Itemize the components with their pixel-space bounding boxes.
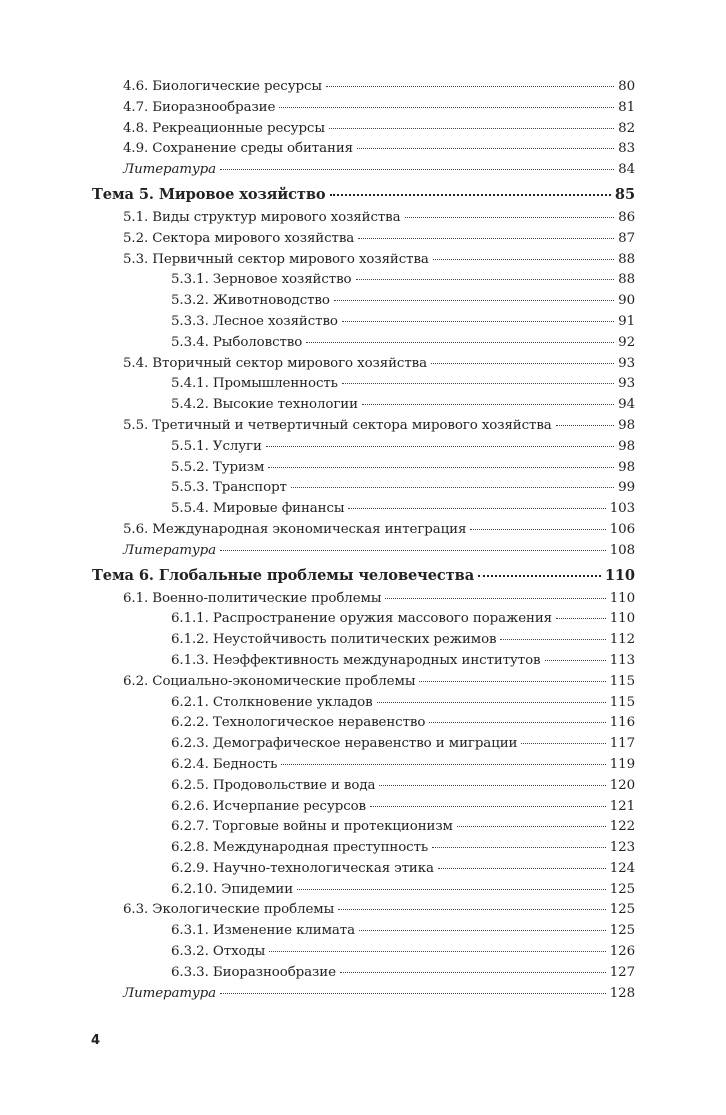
toc-entry-title: 6.2.8. Международная преступность [171,840,429,856]
dot-leader [356,279,615,280]
toc-entry-page: 90 [618,293,635,309]
toc-subsection-entry[interactable] [92,611,635,632]
toc-entry-page: 98 [618,438,635,454]
toc-subsection-entry[interactable] [92,736,635,757]
dot-leader [379,785,605,786]
toc-subsection-entry[interactable] [92,778,635,799]
dot-leader [556,425,615,426]
toc-entry-title: 6.2.3. Демографическое неравенство и миграции [171,736,518,752]
toc-section-entry[interactable] [92,902,635,923]
toc-subsection-entry[interactable] [92,695,635,716]
toc-entry-page: 125 [609,923,635,939]
toc-section-entry[interactable] [92,100,635,121]
toc-literature-entry[interactable] [92,543,635,564]
toc-subsection-entry[interactable] [92,840,635,861]
toc-entry-page: 117 [609,736,635,752]
table-of-contents [92,79,635,1006]
toc-entry-title: Тема 5. Мировое хозяйство [92,185,326,203]
toc-entry-title: 6.2. Социально-экономические проблемы [123,673,416,689]
dot-leader [432,847,606,848]
dot-leader [385,598,605,599]
toc-entry-title: 6.2.10. Эпидемии [171,881,294,897]
toc-section-entry[interactable] [92,121,635,142]
toc-entry-page: 91 [618,313,635,329]
toc-entry-title: 5.5.4. Мировые финансы [171,501,345,517]
toc-subsection-entry[interactable] [92,861,635,882]
toc-subsection-entry[interactable] [92,653,635,674]
dot-leader [306,342,614,343]
dot-leader [342,383,614,384]
dot-leader [521,743,605,744]
toc-entry-title: 4.8. Рекреационные ресурсы [123,120,325,136]
dot-leader [370,806,606,807]
toc-entry-page: 87 [618,230,635,246]
toc-entry-page: 108 [609,542,635,558]
toc-entry-page: 93 [618,355,635,371]
toc-entry-page: 115 [609,673,635,689]
toc-subsection-entry[interactable] [92,501,635,522]
page-number: 4 [91,1033,101,1048]
toc-section-entry[interactable] [92,522,635,543]
dot-leader [429,722,605,723]
toc-section-entry[interactable] [92,418,635,439]
toc-literature-entry[interactable] [92,986,635,1007]
dot-leader [358,238,614,239]
dot-leader [291,487,614,488]
toc-section-entry[interactable] [92,141,635,162]
toc-section-entry[interactable] [92,210,635,231]
toc-entry-page: 103 [609,501,635,517]
toc-entry-title: 5.5. Третичный и четвертичный сектора мирового хозяйства [123,417,552,433]
toc-entry-title: 5.3. Первичный сектор мирового хозяйства [123,251,429,267]
toc-section-entry[interactable] [92,591,635,612]
toc-entry-page: 81 [618,99,635,115]
dot-leader [500,639,605,640]
toc-entry-title: 6.3.3. Биоразнообразие [171,964,336,980]
toc-entry-title: 6.2.1. Столкновение укладов [171,694,373,710]
toc-entry-title: 5.6. Международная экономическая интеграция [123,521,467,537]
dot-leader [268,467,614,468]
toc-section-entry[interactable] [92,674,635,695]
dot-leader [405,217,615,218]
toc-entry-title: 5.5.1. Услуги [171,438,262,454]
toc-entry-page: 83 [618,141,635,157]
toc-section-entry[interactable] [92,252,635,273]
toc-entry-title: Тема 6. Глобальные проблемы человечества [92,566,475,584]
toc-entry-page: 88 [618,272,635,288]
toc-entry-page: 122 [609,819,635,835]
toc-subsection-entry[interactable] [92,397,635,418]
toc-subsection-entry[interactable] [92,819,635,840]
dot-leader [433,259,614,260]
toc-entry-page: 112 [609,632,635,648]
toc-entry-page: 106 [609,521,635,537]
toc-entry-title: 6.1. Военно-политические проблемы [123,590,382,606]
toc-entry-title: Литература [123,542,216,558]
dot-leader [220,169,614,170]
dot-leader [545,660,606,661]
dot-leader [377,702,606,703]
toc-subsection-entry[interactable] [92,314,635,335]
toc-entry-page: 92 [618,334,635,350]
toc-entry-title: 6.2.4. Бедность [171,756,278,772]
toc-entry-title: 6.2.9. Научно-технологическая этика [171,860,434,876]
dot-leader [334,300,614,301]
toc-subsection-entry[interactable] [92,944,635,965]
toc-entry-page: 84 [618,162,635,178]
dot-leader [457,826,606,827]
toc-entry-page: 113 [609,652,635,668]
toc-entry-page: 82 [618,120,635,136]
toc-entry-page: 110 [609,611,635,627]
toc-entry-page: 121 [609,798,635,814]
toc-subsection-entry[interactable] [92,715,635,736]
toc-subsection-entry[interactable] [92,965,635,986]
dot-leader [357,148,614,149]
toc-subsection-entry[interactable] [92,376,635,397]
toc-entry-title: 6.3.2. Отходы [171,944,266,960]
dot-leader [297,889,606,890]
toc-entry-title: 5.3.4. Рыболовство [171,334,303,350]
dot-leader [556,618,606,619]
toc-entry-title: 4.6. Биологические ресурсы [123,79,322,94]
dot-leader [220,550,606,551]
toc-subsection-entry[interactable] [92,335,635,356]
toc-entry-title: 5.5.2. Туризм [171,459,265,475]
toc-entry-page: 116 [609,715,635,731]
toc-entry-page: 115 [609,694,635,710]
toc-entry-title: 4.7. Биоразнообразие [123,99,276,115]
toc-entry-title: 5.4. Вторичный сектор мирового хозяйства [123,355,427,371]
dot-leader [220,993,606,994]
toc-subsection-entry[interactable] [92,460,635,481]
toc-entry-page: 86 [618,209,635,225]
toc-subsection-entry[interactable] [92,632,635,653]
toc-subsection-entry[interactable] [92,923,635,944]
toc-section-entry[interactable] [92,231,635,252]
dot-leader [342,321,614,322]
toc-entry-title: 6.2.2. Технологическое неравенство [171,715,426,731]
toc-entry-title: 6.1.3. Неэффективность международных институтов [171,652,541,668]
toc-entry-title: 6.2.6. Исчерпание ресурсов [171,798,366,814]
toc-entry-page: 98 [618,417,635,433]
toc-entry-page: 127 [609,964,635,980]
toc-entry-title: 6.2.7. Торговые войны и протекционизм [171,819,453,835]
toc-entry-title: 5.3.2. Животноводство [171,293,330,309]
toc-subsection-entry[interactable] [92,480,635,501]
toc-entry-title: 6.3. Экологические проблемы [123,902,335,918]
dot-leader [359,930,606,931]
dot-leader [438,868,606,869]
toc-entry-page: 110 [604,566,635,584]
dot-leader [338,909,606,910]
dot-leader [419,681,605,682]
toc-entry-page: 93 [618,376,635,392]
toc-literature-entry[interactable] [92,162,635,183]
toc-entry-title: 5.4.2. Высокие технологии [171,397,358,413]
toc-entry-page: 94 [618,397,635,413]
dot-leader [362,404,614,405]
dot-leader [431,363,614,364]
toc-entry-page: 110 [609,590,635,606]
toc-entry-title: 5.2. Сектора мирового хозяйства [123,230,355,246]
dot-leader [279,107,614,108]
toc-entry-title: 6.2.5. Продовольствие и вода [171,777,376,793]
toc-entry-page: 124 [609,860,635,876]
toc-entry-title: 5.1. Виды структур мирового хозяйства [123,209,401,225]
toc-entry-title: 5.4.1. Промышленность [171,376,338,392]
toc-entry-page: 98 [618,459,635,475]
toc-subsection-entry[interactable] [92,293,635,314]
toc-entry-page: 88 [618,251,635,267]
toc-entry-page: 123 [609,840,635,856]
dot-leader [470,529,605,530]
toc-subsection-entry[interactable] [92,882,635,903]
dot-leader [329,128,614,129]
toc-section-entry[interactable] [92,356,635,377]
toc-entry-title: 6.3.1. Изменение климата [171,923,355,939]
toc-topic-heading[interactable] [92,567,635,591]
toc-entry-page: 125 [609,881,635,897]
toc-entry-page: 85 [614,185,635,203]
toc-subsection-entry[interactable] [92,272,635,293]
dot-leader [330,194,611,196]
toc-entry-page: 99 [618,480,635,496]
dot-leader [266,446,614,447]
toc-topic-heading[interactable] [92,186,635,210]
toc-entry-title: 4.9. Сохранение среды обитания [123,141,353,157]
dot-leader [269,951,606,952]
toc-entry-title: Литература [123,162,216,178]
toc-subsection-entry[interactable] [92,799,635,820]
toc-entry-title: 5.3.3. Лесное хозяйство [171,313,338,329]
dot-leader [348,508,605,509]
dot-leader [340,972,606,973]
toc-entry-page: 126 [609,944,635,960]
toc-entry-page: 80 [618,79,635,94]
toc-entry-title: 6.1.1. Распространение оружия массового поражения [171,611,553,627]
toc-entry-title: Литература [123,985,216,1001]
toc-entry-page: 128 [609,985,635,1001]
toc-entry-page: 125 [609,902,635,918]
toc-entry-page: 120 [609,777,635,793]
dot-leader [326,86,614,87]
toc-entry-title: 5.5.3. Транспорт [171,480,287,496]
toc-subsection-entry[interactable] [92,439,635,460]
toc-entry-title: 6.1.2. Неустойчивость политических режимов [171,632,497,648]
dot-leader [478,575,601,577]
dot-leader [281,764,605,765]
toc-subsection-entry[interactable] [92,757,635,778]
toc-section-entry[interactable] [92,79,635,100]
toc-entry-title: 5.3.1. Зерновое хозяйство [171,272,352,288]
toc-entry-page: 119 [609,756,635,772]
